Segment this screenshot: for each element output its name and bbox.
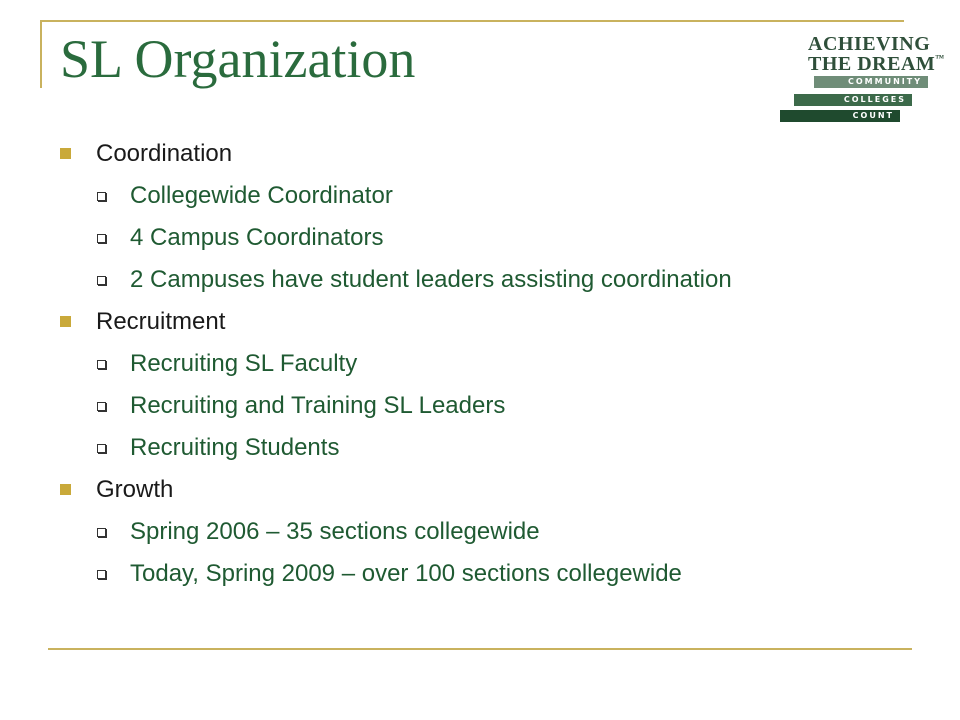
logo-bar-community: COMMUNITY (814, 76, 928, 88)
sub-bullet-recruiting-students: Recruiting Students (130, 434, 340, 461)
bullet-recruitment: Recruitment (96, 308, 226, 335)
hollow-square-bullet-icon (97, 402, 106, 411)
sub-bullet-student-leaders: 2 Campuses have student leaders assisting coordination (130, 266, 732, 293)
hollow-square-bullet-icon (97, 444, 106, 453)
left-rule (40, 20, 42, 88)
bullet-growth: Growth (96, 476, 174, 503)
logo-line-achieving: ACHIEVING (808, 33, 931, 55)
sub-bullet-spring-2009: Today, Spring 2009 – over 100 sections collegewide (130, 560, 682, 587)
sub-bullet-spring-2006: Spring 2006 – 35 sections collegewide (130, 518, 540, 545)
logo-bar-colleges: COLLEGES (794, 94, 912, 106)
logo-line-the-dream-text: THE DREAM (808, 53, 936, 75)
square-bullet-icon (60, 148, 71, 159)
top-rule (40, 20, 904, 22)
slide-title: SL Organization (60, 29, 416, 89)
hollow-square-bullet-icon (97, 360, 106, 369)
bullet-coordination: Coordination (96, 140, 233, 167)
hollow-square-bullet-icon (97, 234, 106, 243)
bottom-rule (48, 648, 912, 650)
sub-bullet-collegewide-coordinator: Collegewide Coordinator (130, 182, 393, 209)
logo-trademark: ™ (935, 53, 945, 63)
hollow-square-bullet-icon (97, 192, 106, 201)
sub-bullet-campus-coordinators: 4 Campus Coordinators (130, 224, 384, 251)
square-bullet-icon (60, 484, 71, 495)
hollow-square-bullet-icon (97, 570, 106, 579)
achieving-the-dream-logo (778, 30, 945, 122)
sub-bullet-recruiting-leaders: Recruiting and Training SL Leaders (130, 392, 506, 419)
logo-bar-count: COUNT (780, 110, 900, 122)
logo-line-the-dream (808, 54, 945, 74)
square-bullet-icon (60, 316, 71, 327)
hollow-square-bullet-icon (97, 276, 106, 285)
hollow-square-bullet-icon (97, 528, 106, 537)
sub-bullet-recruiting-faculty: Recruiting SL Faculty (130, 350, 358, 377)
